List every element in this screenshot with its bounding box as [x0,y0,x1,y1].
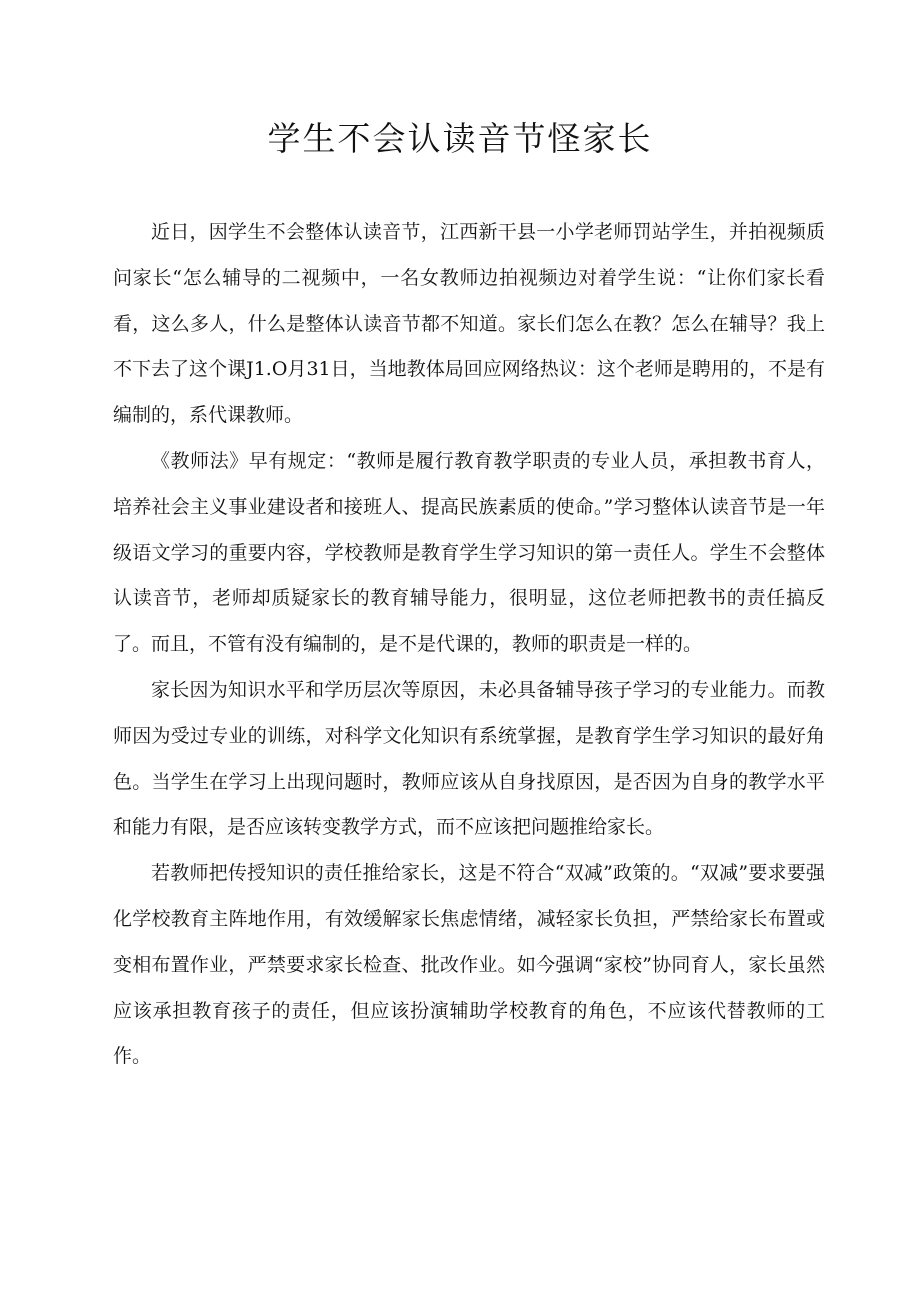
paragraph-1: 近日，因学生不会整体认读音节，江西新干县一小学老师罚站学生，并拍视频质问家长“怎么辅导的二视频中，一名女教师边拍视频边对着学生说：“让你们家长看看，这么多人，什么是整体认读音节都不知道。家长们怎么在教？怎么在辅导？我上不下去了这个课J1.O月31日，当地教体局回应网络热议：这个老师是聘用的，不是有编制的，系代课教师。 [113,221,825,427]
document-title: 学生不会认读音节怪家长 [267,119,653,158]
document-body [113,210,825,1080]
paragraph-4: 若教师把传授知识的责任推给家长，这是不符合“双减”政策的。“双减”要求要强化学校教育主阵地作用，有效缓解家长焦虑情绪，减轻家长负担，严禁给家长布置或变相布置作业，严禁要求家长检查、批改作业。如今强调“家校”协同育人，家长虽然应该承担教育孩子的责任，但应该扮演辅助学校教育的角色，不应该代替教师的工作。 [113,862,825,1068]
paragraph-2: 《教师法》早有规定：“教师是履行教育教学职责的专业人员，承担教书育人，培养社会主义事业建设者和接班人、提高民族素质的使命。”学习整体认读音节是一年级语文学习的重要内容，学校教师是教育学生学习知识的第一责任人。学生不会整体认读音节，老师却质疑家长的教育辅导能力，很明显，这位老师把教书的责任搞反了。而且，不管有没有编制的，是不是代课的，教师的职责是一样的。 [113,449,825,656]
paragraph-3: 家长因为知识水平和学历层次等原因，未必具备辅导孩子学习的专业能力。而教师因为受过专业的训练，对科学文化知识有系统掌握，是教育学生学习知识的最好角色。当学生在学习上出现问题时，教师应该从自身找原因，是否因为自身的教学水平和能力有限，是否应该转变教学方式，而不应该把问题推给家长。 [113,678,825,839]
